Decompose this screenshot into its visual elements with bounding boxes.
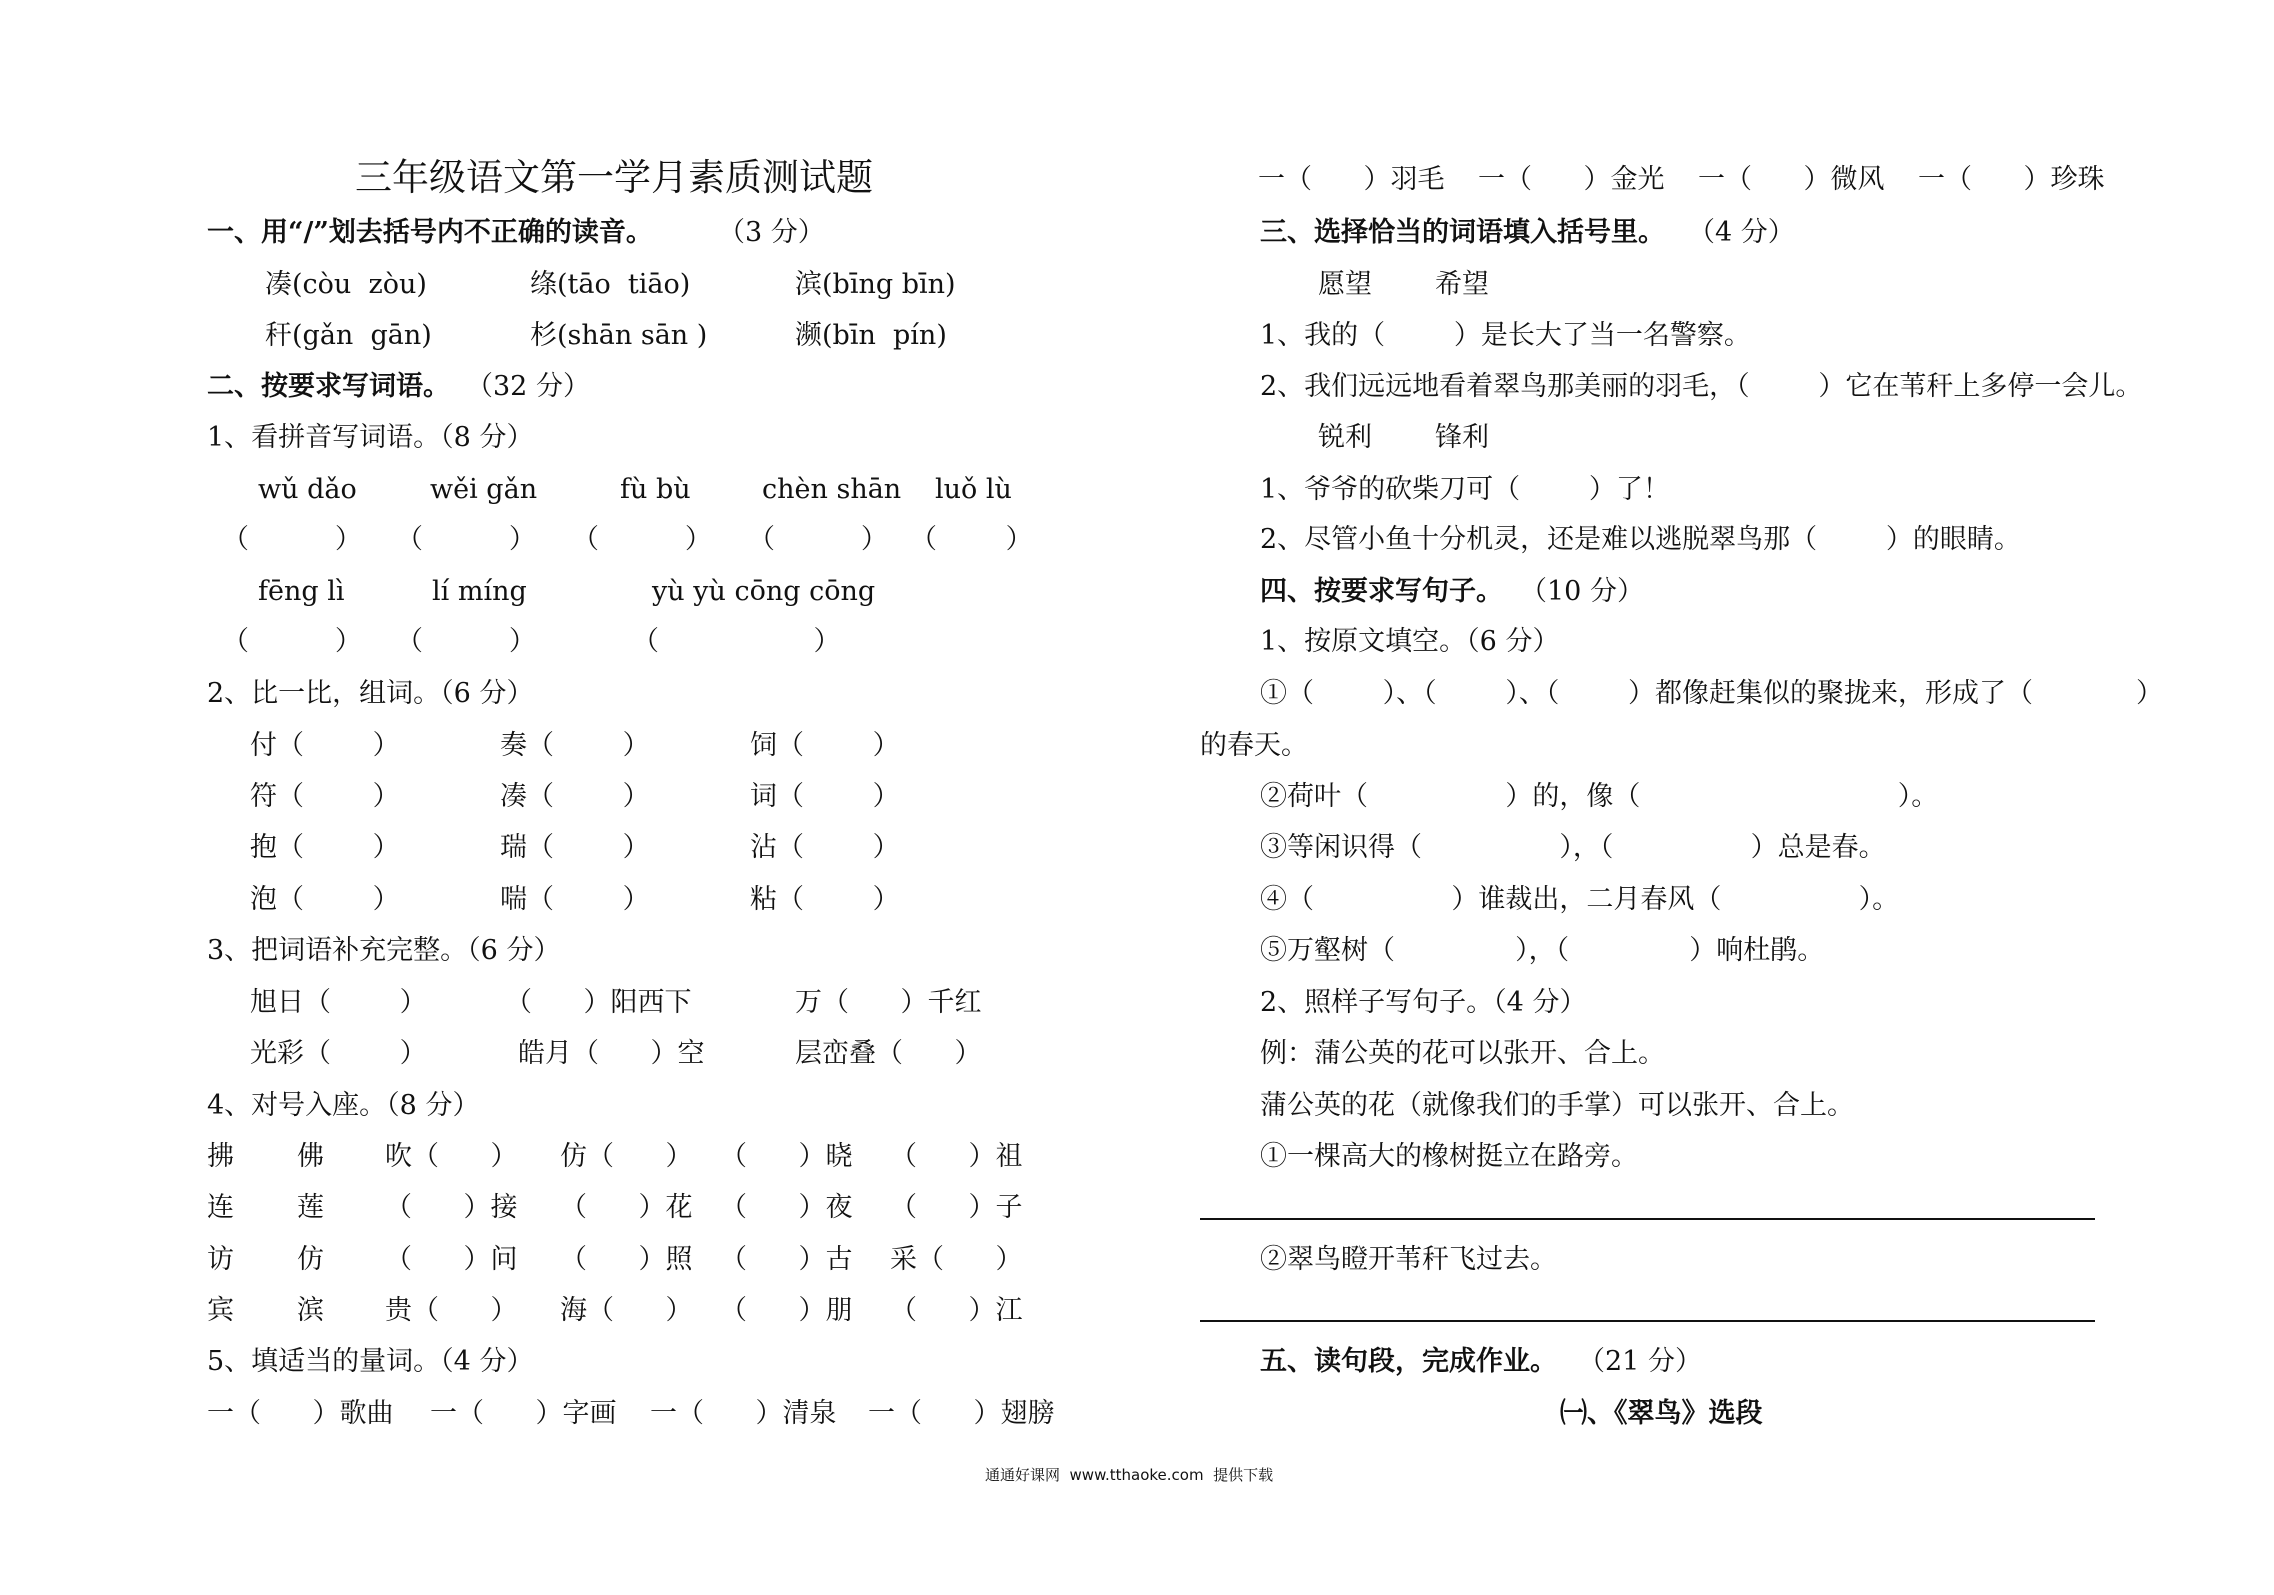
question2-heading: 2、比一比，组词。（6 分） xyxy=(207,678,534,709)
section2-heading: 二、按要求写词语。 xyxy=(207,371,450,402)
match-blank[interactable]: （ ）花 xyxy=(560,1192,693,1223)
fill-sentence[interactable]: 2、尽管小鱼十分机灵，还是难以逃脱翠鸟那（ ）的眼睛。 xyxy=(1260,524,2021,555)
word-choice: 锐利 xyxy=(1318,422,1372,453)
match-blank[interactable]: 海（ ） xyxy=(560,1295,693,1326)
match-char: 拂 xyxy=(207,1141,234,1172)
match-blank[interactable]: 仿（ ） xyxy=(560,1141,693,1172)
page-title: 三年级语文第一学月素质测试题 xyxy=(355,156,873,199)
answer-blank[interactable]: （ ） xyxy=(910,524,1033,555)
match-blank[interactable]: 采（ ） xyxy=(890,1244,1023,1275)
question4-heading: 4、对号入座。（8 分） xyxy=(207,1090,480,1121)
word-choice: 希望 xyxy=(1435,269,1489,300)
section5-heading: 五、读句段，完成作业。 xyxy=(1260,1346,1557,1377)
match-blank[interactable]: （ ）朋 xyxy=(720,1295,853,1326)
compare-item[interactable]: 饲（ ） xyxy=(750,730,900,761)
match-blank[interactable]: （ ）照 xyxy=(560,1244,693,1275)
pinyin-word: lí míng xyxy=(432,576,527,607)
recite-fill[interactable]: ③等闲识得（ ），（ ）总是春。 xyxy=(1260,832,1886,863)
compare-item[interactable]: 符（ ） xyxy=(250,781,400,812)
compare-item[interactable]: 沾（ ） xyxy=(750,832,900,863)
pinyin-word: wǔ dǎo xyxy=(258,474,357,505)
section5-score: （21 分） xyxy=(1578,1346,1702,1377)
measure-word-item[interactable]: 一（ ）歌曲 xyxy=(207,1398,394,1429)
idiom-item[interactable]: （ ）阳西下 xyxy=(505,987,692,1018)
answer-blank[interactable]: （ ） xyxy=(396,626,536,657)
measure-word-item[interactable]: 一（ ）金光 xyxy=(1478,164,1665,195)
answer-blank[interactable]: （ ） xyxy=(572,524,712,555)
idiom-item[interactable]: 光彩（ ） xyxy=(250,1038,427,1069)
section1-score: （3 分） xyxy=(718,217,825,248)
match-char: 仿 xyxy=(297,1244,324,1275)
match-char: 连 xyxy=(207,1192,234,1223)
match-blank[interactable]: （ ）夜 xyxy=(720,1192,853,1223)
pinyin-word: chèn shān xyxy=(762,474,902,505)
pinyin-item: 滨(bīng bīn) xyxy=(795,269,956,300)
question5-heading: 5、填适当的量词。（4 分） xyxy=(207,1346,534,1377)
idiom-item[interactable]: 皓月（ ）空 xyxy=(518,1038,705,1069)
match-char: 佛 xyxy=(297,1141,324,1172)
answer-blank[interactable]: （ ） xyxy=(222,524,362,555)
pinyin-item: 凑(còu zòu) xyxy=(265,269,427,300)
rewrite-prompt: ①一棵高大的橡树挺立在路旁。 xyxy=(1260,1141,1638,1172)
section5-subheading: ㈠、《翠鸟》选段 xyxy=(1560,1398,1763,1429)
recite-fill[interactable]: ⑤万壑树（ ），（ ）响杜鹃。 xyxy=(1260,935,1825,966)
fill-sentence[interactable]: 1、我的（ ）是长大了当一名警察。 xyxy=(1260,320,1751,351)
fill-sentence[interactable]: 2、我们远远地看着翠鸟那美丽的羽毛，（ ）它在苇秆上多停一会儿。 xyxy=(1260,371,2143,402)
match-char: 宾 xyxy=(207,1295,234,1326)
match-blank[interactable]: （ ）接 xyxy=(385,1192,518,1223)
pinyin-word: wěi gǎn xyxy=(430,474,538,505)
compare-item[interactable]: 付（ ） xyxy=(250,730,400,761)
measure-word-item[interactable]: 一（ ）珍珠 xyxy=(1918,164,2105,195)
pinyin-word: yù yù cōng cōng xyxy=(652,576,876,607)
compare-item[interactable]: 抱（ ） xyxy=(250,832,400,863)
match-char: 滨 xyxy=(297,1295,324,1326)
compare-item[interactable]: 喘（ ） xyxy=(500,884,650,915)
answer-blank[interactable]: （ ） xyxy=(748,524,888,555)
pinyin-item: 秆(gǎn gān) xyxy=(265,320,432,351)
compare-item[interactable]: 凑（ ） xyxy=(500,781,650,812)
idiom-item[interactable]: 万（ ）千红 xyxy=(795,987,982,1018)
measure-word-item[interactable]: 一（ ）微风 xyxy=(1698,164,1885,195)
word-choice: 愿望 xyxy=(1318,269,1372,300)
match-char: 莲 xyxy=(297,1192,324,1223)
page-footer: 通通好课网 www.tthaoke.com 提供下载 xyxy=(985,1466,1274,1484)
section2-score: （32 分） xyxy=(466,371,590,402)
recite-fill[interactable]: ②荷叶（ ）的，像（ ）。 xyxy=(1260,781,1939,812)
idiom-item[interactable]: 层峦叠（ ） xyxy=(795,1038,982,1069)
pinyin-item: 濒(bīn pín) xyxy=(795,320,947,351)
match-blank[interactable]: （ ）祖 xyxy=(890,1141,1023,1172)
fill-sentence[interactable]: 1、爷爷的砍柴刀可（ ）了！ xyxy=(1260,474,1670,505)
answer-blank[interactable]: （ ） xyxy=(632,626,841,657)
pinyin-word: luǒ lù xyxy=(935,474,1012,505)
match-blank[interactable]: （ ）晓 xyxy=(720,1141,853,1172)
answer-line[interactable] xyxy=(1200,1320,2095,1322)
example-sentence: 蒲公英的花（就像我们的手掌）可以张开、合上。 xyxy=(1260,1090,1854,1121)
match-blank[interactable]: 贵（ ） xyxy=(385,1295,518,1326)
recite-fill[interactable]: ④（ ）谁裁出，二月春风（ ）。 xyxy=(1260,884,1900,915)
measure-word-item[interactable]: 一（ ）清泉 xyxy=(650,1398,837,1429)
pinyin-item: 杉(shān sān ) xyxy=(530,320,708,351)
compare-item[interactable]: 瑞（ ） xyxy=(500,832,650,863)
section3-score: （4 分） xyxy=(1688,217,1795,248)
compare-item[interactable]: 泡（ ） xyxy=(250,884,400,915)
match-blank[interactable]: （ ）问 xyxy=(385,1244,518,1275)
match-blank[interactable]: （ ）古 xyxy=(720,1244,853,1275)
measure-word-item[interactable]: 一（ ）翅膀 xyxy=(868,1398,1055,1429)
section4-heading: 四、按要求写句子。 xyxy=(1260,576,1503,607)
section3-heading: 三、选择恰当的词语填入括号里。 xyxy=(1260,217,1665,248)
section4-q1-heading: 1、按原文填空。（6 分） xyxy=(1260,626,1560,657)
compare-item[interactable]: 奏（ ） xyxy=(500,730,650,761)
match-blank[interactable]: （ ）子 xyxy=(890,1192,1023,1223)
pinyin-item: 绦(tāo tiāo) xyxy=(530,269,691,300)
match-blank[interactable]: （ ）江 xyxy=(890,1295,1023,1326)
answer-blank[interactable]: （ ） xyxy=(222,626,362,657)
question3-heading: 3、把词语补充完整。（6 分） xyxy=(207,935,561,966)
question1-heading: 1、看拼音写词语。（8 分） xyxy=(207,422,534,453)
answer-blank[interactable]: （ ） xyxy=(396,524,536,555)
pinyin-word: fù bù xyxy=(620,474,691,505)
section4-q2-heading: 2、照样子写句子。（4 分） xyxy=(1260,987,1587,1018)
rewrite-prompt: ②翠鸟瞪开苇秆飞过去。 xyxy=(1260,1244,1557,1275)
pinyin-word: fēng lì xyxy=(258,576,345,607)
word-choice: 锋利 xyxy=(1435,422,1489,453)
recite-fill-cont: 的春天。 xyxy=(1200,730,1308,761)
recite-fill[interactable]: ①（ ）、（ ）、（ ）都像赶集似的聚拢来，形成了（ ） xyxy=(1260,678,2163,709)
match-blank[interactable]: 吹（ ） xyxy=(385,1141,518,1172)
measure-word-item[interactable]: 一（ ）羽毛 xyxy=(1258,164,1445,195)
match-char: 访 xyxy=(207,1244,234,1275)
answer-line[interactable] xyxy=(1200,1218,2095,1220)
section1-heading: 一、用“/”划去括号内不正确的读音。 xyxy=(207,217,653,248)
compare-item[interactable]: 词（ ） xyxy=(750,781,900,812)
section4-score: （10 分） xyxy=(1520,576,1644,607)
compare-item[interactable]: 粘（ ） xyxy=(750,884,900,915)
measure-word-item[interactable]: 一（ ）字画 xyxy=(430,1398,617,1429)
example-sentence: 例：蒲公英的花可以张开、合上。 xyxy=(1260,1038,1665,1069)
idiom-item[interactable]: 旭日（ ） xyxy=(250,987,427,1018)
